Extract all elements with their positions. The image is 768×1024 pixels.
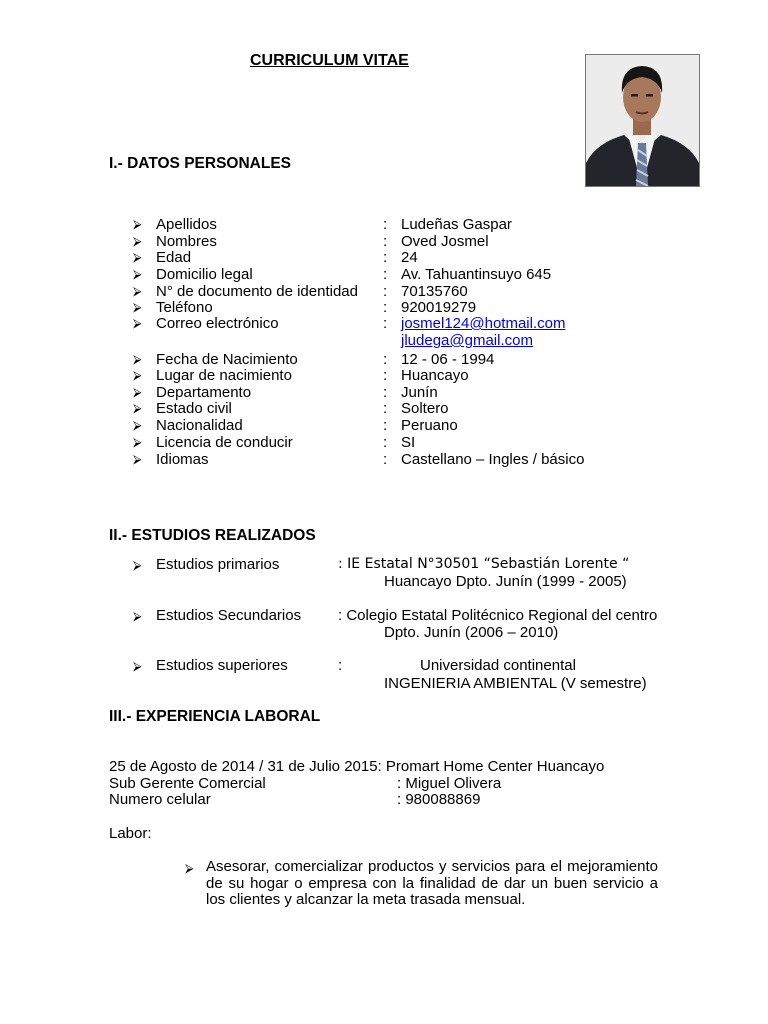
personal-data-colon: : [383, 299, 388, 316]
person-photo-icon [586, 55, 699, 186]
bullet-arrow-icon: ⮚ [133, 452, 142, 466]
personal-data-label: Licencia de conducir [156, 434, 293, 451]
personal-data-label: Departamento [156, 384, 252, 401]
personal-data-colon: : [383, 451, 388, 468]
bullet-arrow-icon: ⮚ [133, 316, 142, 330]
personal-data-value: Oved Josmel [401, 233, 489, 250]
sub-gerente-value: : Miguel Olivera [397, 775, 502, 792]
personal-data-colon: : [383, 249, 388, 266]
superiores-career: INGENIERIA AMBIENTAL (V semestre) [384, 675, 647, 692]
secundarios-school: : Colegio Estatal Politécnico Regional del centro [338, 607, 658, 624]
personal-data-label: Estado civil [156, 400, 232, 417]
bullet-arrow-icon: ⮚ [133, 609, 142, 623]
personal-data-label: Fecha de Nacimiento [156, 351, 298, 368]
personal-data-value: 70135760 [401, 283, 468, 300]
labor-description: Asesorar, comercializar productos y servicios para el mejoramiento de su hogar o empresa con la finalidad de dar un buen servicio a los clientes y alcanzar la meta trasada mensual. [206, 858, 658, 908]
personal-data-colon: : [383, 266, 388, 283]
personal-data-value: Ludeñas Gaspar [401, 216, 512, 233]
secundarios-label: Estudios Secundarios [156, 607, 302, 624]
personal-data-colon: : [383, 417, 388, 434]
bullet-arrow-icon: ⮚ [185, 861, 194, 875]
personal-data-colon: : [383, 384, 388, 401]
personal-data-value: Av. Tahuantinsuyo 645 [401, 266, 552, 283]
bullet-arrow-icon: ⮚ [133, 418, 142, 432]
celular-value: : 980088869 [397, 791, 481, 808]
primarios-school: : IE Estatal N°30501 “Sebastián Lorente “ [338, 556, 630, 572]
personal-data-colon: : [383, 434, 388, 451]
superiores-university: Universidad continental [420, 657, 576, 674]
bullet-arrow-icon: ⮚ [133, 401, 142, 415]
email-link-secondary[interactable]: jludega@gmail.com [401, 332, 533, 349]
personal-data-value: 12 - 06 - 1994 [401, 351, 495, 368]
document-title: CURRICULUM VITAE [250, 52, 409, 69]
section-heading-datos-personales: I.- DATOS PERSONALES [109, 155, 292, 172]
bullet-arrow-icon: ⮚ [133, 385, 142, 399]
personal-data-colon: : [383, 367, 388, 384]
celular-label: Numero celular [109, 791, 211, 808]
personal-data-value: SI [401, 434, 416, 451]
job-period-line: 25 de Agosto de 2014 / 31 de Julio 2015: Promart Home Center Huancayo [109, 758, 605, 775]
sub-gerente-label: Sub Gerente Comercial [109, 775, 266, 792]
bullet-arrow-icon: ⮚ [133, 435, 142, 449]
bullet-arrow-icon: ⮚ [133, 352, 142, 366]
personal-data-label: Nacionalidad [156, 417, 243, 434]
secundarios-location: Dpto. Junín (2006 – 2010) [384, 624, 559, 641]
primarios-location: Huancayo Dpto. Junín (1999 - 2005) [384, 573, 627, 590]
bullet-arrow-icon: ⮚ [133, 250, 142, 264]
bullet-arrow-icon: ⮚ [133, 300, 142, 314]
personal-data-label: Domicilio legal [156, 266, 253, 283]
personal-data-label: Idiomas [156, 451, 209, 468]
personal-data-colon: : [383, 283, 388, 300]
bullet-arrow-icon: ⮚ [133, 284, 142, 298]
section-heading-estudios: II.- ESTUDIOS REALIZADOS [109, 527, 316, 544]
personal-data-colon: : [383, 315, 388, 332]
personal-data-label: Edad [156, 249, 192, 266]
personal-data-value: 24 [401, 249, 418, 266]
personal-data-value: Peruano [401, 417, 458, 434]
personal-data-value: Castellano – Ingles / básico [401, 451, 585, 468]
bullet-arrow-icon: ⮚ [133, 659, 142, 673]
bullet-arrow-icon: ⮚ [133, 234, 142, 248]
personal-data-label: Nombres [156, 233, 217, 250]
superiores-colon: : [338, 657, 343, 674]
personal-data-value: 920019279 [401, 299, 477, 316]
section-heading-experiencia: III.- EXPERIENCIA LABORAL [109, 708, 321, 725]
personal-data-colon: : [383, 400, 388, 417]
personal-data-value: Soltero [401, 400, 449, 417]
personal-data-label: Teléfono [156, 299, 213, 316]
bullet-arrow-icon: ⮚ [133, 368, 142, 382]
personal-data-colon: : [383, 351, 388, 368]
personal-data-colon: : [383, 216, 388, 233]
profile-photo [585, 54, 700, 187]
labor-label: Labor: [109, 825, 152, 842]
superiores-label: Estudios superiores [156, 657, 288, 674]
personal-data-label: Apellidos [156, 216, 217, 233]
bullet-arrow-icon: ⮚ [133, 217, 142, 231]
email-link[interactable]: josmel124@hotmail.com [401, 315, 566, 332]
personal-data-value: Junín [401, 384, 438, 401]
personal-data-label: Lugar de nacimiento [156, 367, 292, 384]
personal-data-colon: : [383, 233, 388, 250]
personal-data-label: N° de documento de identidad [156, 283, 358, 300]
bullet-arrow-icon: ⮚ [133, 267, 142, 281]
bullet-arrow-icon: ⮚ [133, 558, 142, 572]
personal-data-label: Correo electrónico [156, 315, 279, 332]
primarios-label: Estudios primarios [156, 556, 280, 573]
personal-data-value: Huancayo [401, 367, 469, 384]
